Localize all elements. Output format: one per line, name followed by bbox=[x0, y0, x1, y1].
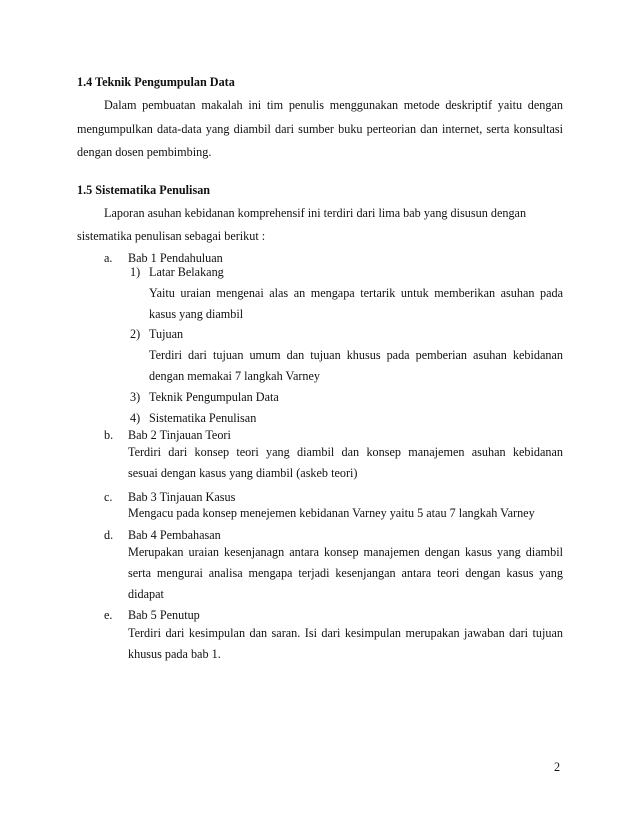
chapter-desc-line: didapat bbox=[128, 587, 164, 601]
chapter-title: Bab 1 Pendahuluan bbox=[128, 251, 223, 265]
paragraph-line: dengan dosen pembimbing. bbox=[77, 145, 212, 159]
sublist-number: 2) bbox=[130, 327, 141, 341]
paragraph-line: Laporan asuhan kebidanan komprehensif ini terdiri dari lima bab yang disusun dengan bbox=[104, 206, 527, 220]
sublist-desc-line: Yaitu uraian mengenai alas an mengapa tertarik untuk memberikan asuhan pada bbox=[149, 286, 563, 300]
list-marker: d. bbox=[104, 528, 114, 542]
chapter-desc-line: khusus pada bab 1. bbox=[128, 647, 221, 661]
sublist-desc-line: Terdiri dari tujuan umum dan tujuan khusus pada pemberian asuhan kebidanan bbox=[149, 348, 563, 362]
chapter-desc-line: Terdiri dari konsep teori yang diambil dan konsep manajemen asuhan kebidanan bbox=[128, 445, 563, 459]
sublist-desc-line: dengan memakai 7 langkah Varney bbox=[149, 369, 321, 383]
paragraph-line: Dalam pembuatan makalah ini tim penulis menggunakan metode deskriptif yaitu dengan bbox=[104, 98, 563, 112]
sublist-title: Teknik Pengumpulan Data bbox=[149, 390, 279, 404]
sublist-number: 1) bbox=[130, 265, 141, 279]
page-number: 2 bbox=[554, 760, 561, 774]
chapter-title: Bab 3 Tinjauan Kasus bbox=[128, 490, 236, 504]
sublist-title: Tujuan bbox=[149, 327, 184, 341]
paragraph-line: mengumpulkan data-data yang diambil dari sumber buku perteorian dan internet, serta konsultasi bbox=[77, 122, 563, 136]
chapter-title: Bab 4 Pembahasan bbox=[128, 528, 221, 542]
section-heading-1-4: 1.4 Teknik Pengumpulan Data bbox=[77, 75, 235, 89]
chapter-title: Bab 2 Tinjauan Teori bbox=[128, 428, 231, 442]
list-marker: e. bbox=[104, 608, 113, 622]
chapter-desc-line: serta mengurai analisa mengapa terjadi kesenjangan antara teori dengan kasus yang bbox=[128, 566, 563, 580]
sublist-desc-line: kasus yang diambil bbox=[149, 307, 244, 321]
chapter-desc-line: Mengacu pada konsep menejemen kebidanan Varney yaitu 5 atau 7 langkah Varney bbox=[128, 506, 535, 520]
sublist-title: Sistematika Penulisan bbox=[149, 411, 257, 425]
section-heading-1-5: 1.5 Sistematika Penulisan bbox=[77, 183, 211, 197]
paragraph-line: sistematika penulisan sebagai berikut : bbox=[77, 229, 266, 243]
sublist-number: 4) bbox=[130, 411, 141, 425]
chapter-title: Bab 5 Penutup bbox=[128, 608, 200, 622]
list-marker: b. bbox=[104, 428, 114, 442]
chapter-desc-line: Merupakan uraian kesenjanagn antara konsep manajemen dengan kasus yang diambil bbox=[128, 545, 563, 559]
list-marker: c. bbox=[104, 490, 113, 504]
sublist-title: Latar Belakang bbox=[149, 265, 224, 279]
chapter-desc-line: Terdiri dari kesimpulan dan saran. Isi dari kesimpulan merupakan jawaban dari tujuan bbox=[128, 626, 563, 640]
sublist-number: 3) bbox=[130, 390, 141, 404]
chapter-desc-line: sesuai dengan kasus yang diambil (askeb teori) bbox=[128, 466, 358, 480]
list-marker: a. bbox=[104, 251, 113, 265]
